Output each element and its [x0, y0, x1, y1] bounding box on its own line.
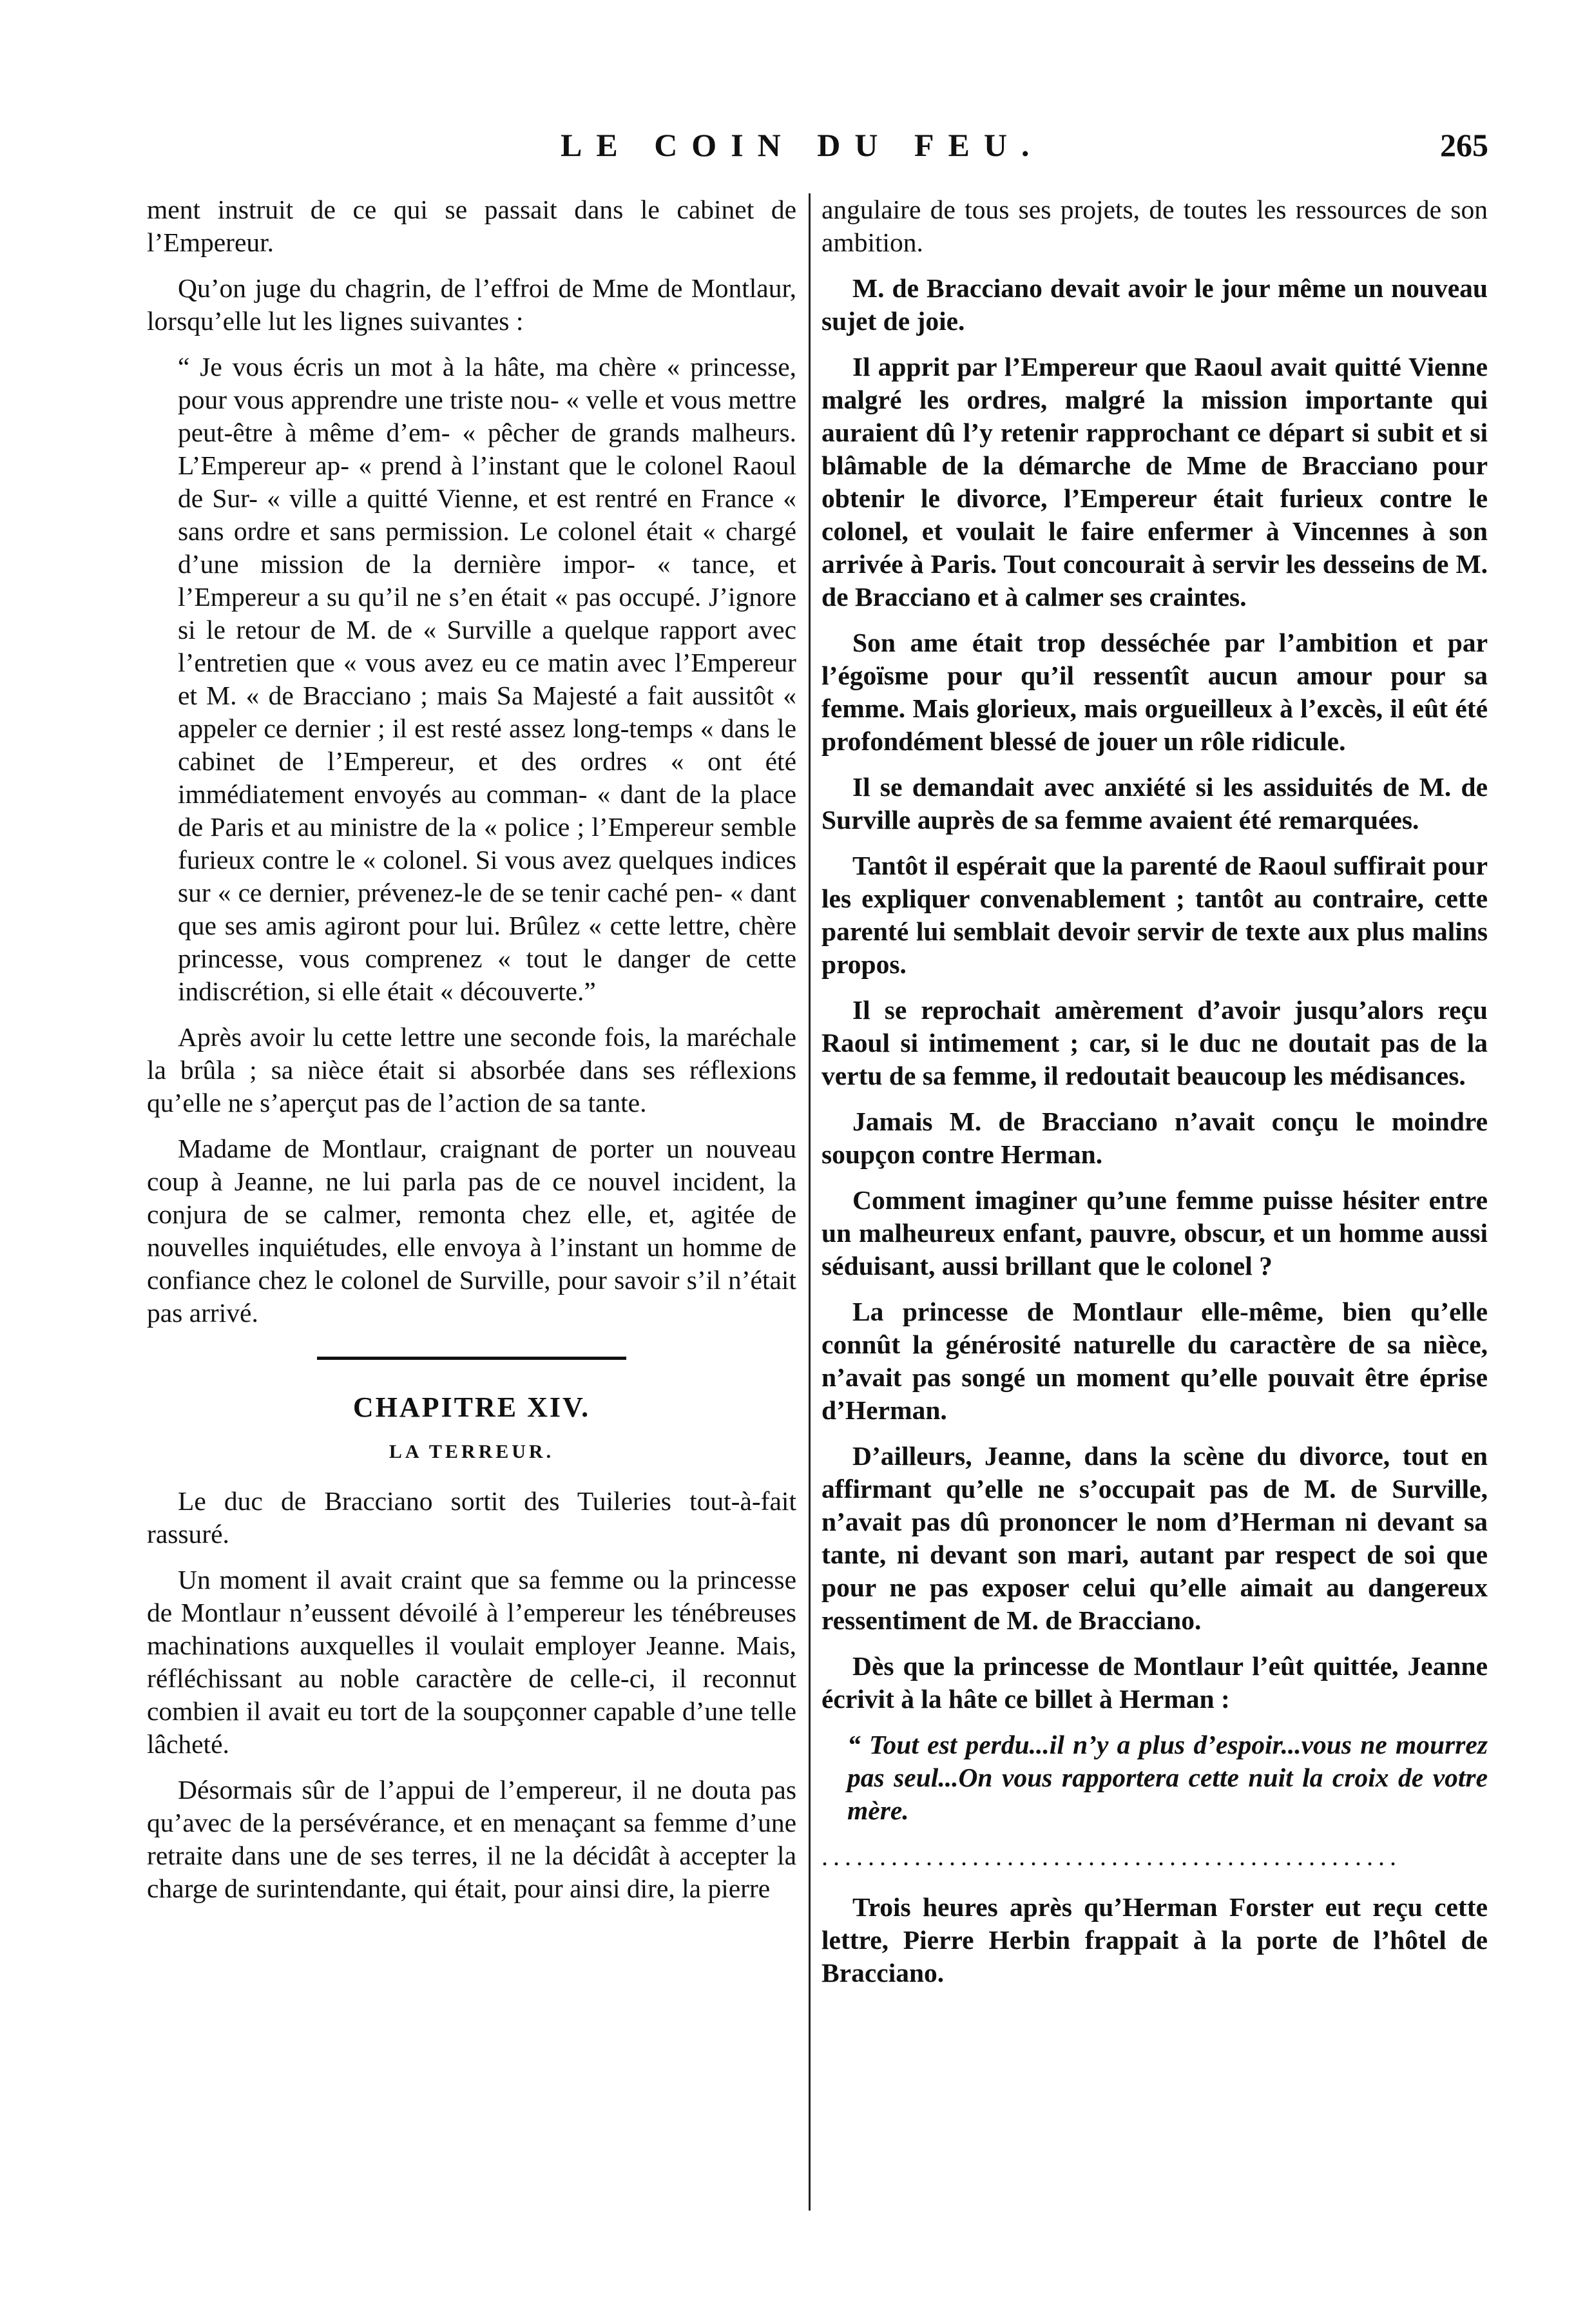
paragraph: Jamais M. de Bracciano n’avait conçu le moindre soupçon contre Herman.: [821, 1107, 1488, 1169]
paragraph: D’ailleurs, Jeanne, dans la scène du divorce, tout en affirmant qu’elle ne s’occupait pas de M. de Surville, n’avait pas dû prononcer le nom d’Herman ni devant sa tante, ni devant son mari, autant par respect de soi que pour ne pas exposer celui qu’elle aimait au dangereux ressentiment de M. de Bracciano.: [821, 1441, 1488, 1635]
paragraph: Il apprit par l’Empereur que Raoul avait quitté Vienne malgré les ordres, malgré la mission importante qui auraient dû l’y retenir rapprochant ce départ si subit et si blâmable de la démarche de Mme de Bracciano pour obtenir le divorce, l’Empereur était furieux contre le colonel, et voulait le faire enfermer à Vincennes à son arrivée à Paris. Tout concourait à servir les desseins de M. de Bracciano et à calmer ses craintes.: [821, 352, 1488, 612]
paragraph: Il se demandait avec anxiété si les assiduités de M. de Surville auprès de sa femme avaient été remarquées.: [821, 772, 1488, 835]
chapter-title: CHAPITRE XIV.: [352, 1391, 591, 1423]
paragraph: Tantôt il espérait que la parenté de Raoul suffirait pour les expliquer convenablement ; tantôt au contraire, cette parenté lui semblait devoir servir de texte aux plus malins propos.: [821, 851, 1488, 979]
page-header: [0, 126, 1585, 178]
right-column: [821, 193, 1488, 2002]
paragraph: Trois heures après qu’Herman Forster eut reçu cette lettre, Pierre Herbin frappait à la porte de l’hôtel de Bracciano.: [821, 1892, 1488, 1988]
chapter-subtitle: LA TERREUR.: [389, 1441, 555, 1462]
quoted-letter: “ Je vous écris un mot à la hâte, ma chère « princesse, pour vous apprendre une triste nou- « velle et vous mettre peut-être à même d’em- « pêcher de grands malheurs. L’Empereur ap- « prend à l’instant que le colonel Raoul de Sur- « ville a quitté Vienne, et est rentré en France « sans ordre et sans permission. Le colonel était « chargé d’une mission de la dernière impor- « tance, et l’Empereur a su qu’il ne s’en était « pas occupé. J’ignore si le retour de M. de « Surville a quelque rapport avec l’entretien que « vous avez eu ce matin avec l’Empereur et M. « de Bracciano ; mais Sa Majesté a fait aussitôt « appeler ce dernier ; il est resté assez long-temps « dans le cabinet de l’Empereur, et des ordres « ont été immédiatement envoyés au comman- « dant de la place de Paris et au ministre de la « police ; l’Empereur semble furieux contre le « colonel. Si vous avez quelques indices sur « ce dernier, prévenez-le de se tenir caché pen- « dant que ses amis agiront pour lui. Brûlez « cette lettre, chère princesse, vous comprenez « tout le danger de cette indiscrétion, si elle était « découverte.”: [178, 352, 796, 1006]
paragraph: Il se reprochait amèrement d’avoir jusqu’alors reçu Raoul si intimement ; car, si le duc ne doutait pas de la vertu de sa femme, il redoutait beaucoup les médisances.: [821, 995, 1488, 1090]
paragraph: M. de Bracciano devait avoir le jour même un nouveau sujet de joie.: [821, 273, 1488, 336]
section-rule: [317, 1357, 626, 1360]
paragraph: Comment imaginer qu’une femme puisse hésiter entre un malheureux enfant, pauvre, obscur, et un homme aussi séduisant, aussi brillant que le colonel ?: [821, 1185, 1488, 1281]
paragraph: Le duc de Bracciano sortit des Tuileries tout-à-fait rassuré.: [147, 1486, 796, 1549]
paragraph: Désormais sûr de l’appui de l’empereur, il ne douta pas qu’avec de la persévérance, et en menaçant sa femme d’une retraite dans une de ses terres, il ne la décidât à accepter la charge de surintendante, qui était, pour ainsi dire, la pierre: [147, 1775, 796, 1903]
quoted-note: “ Tout est perdu...il n’y a plus d’espoir...vous ne mourrez pas seul...On vous rapportera cette nuit la croix de votre mère.: [847, 1730, 1488, 1825]
column-divider: [809, 193, 811, 2211]
paragraph: Son ame était trop desséchée par l’ambition et par l’égoïsme pour qu’il ressentît aucun amour pour sa femme. Mais glorieux, mais orgueilleux à l’excès, il eût été profondément blessé de jouer un rôle ridicule.: [821, 628, 1488, 756]
paragraph: Après avoir lu cette lettre une seconde fois, la maréchale la brûla ; sa nièce était si absorbée dans ses réflexions qu’elle ne s’aperçut pas de l’action de sa tante.: [147, 1022, 796, 1118]
paragraph: ment instruit de ce qui se passait dans le cabinet de l’Empereur.: [147, 195, 796, 257]
paragraph: Un moment il avait craint que sa femme ou la princesse de Montlaur n’eussent dévoilé à l’empereur les ténébreuses machinations auxquelles il voulait employer Jeanne. Mais, réfléchissant au noble caractère de celle-ci, il reconnut combien il avait eu tort de la soupçonner capable d’une telle lâcheté.: [147, 1565, 796, 1759]
paragraph: Madame de Montlaur, craignant de porter un nouveau coup à Jeanne, ne lui parla pas de ce nouvel incident, la conjura de se calmer, remonta chez elle, et, agitée de nouvelles inquiétudes, elle envoya à l’instant un homme de confiance chez le colonel de Surville, pour savoir s’il n’était pas arrivé.: [147, 1134, 796, 1328]
paragraph: Qu’on juge du chagrin, de l’effroi de Mme de Montlaur, lorsqu’elle lut les lignes suivantes :: [147, 273, 796, 336]
dotted-separator: ..................................................: [821, 1842, 1401, 1871]
left-column: [147, 193, 796, 1918]
page-number: 265: [1440, 127, 1488, 163]
running-title: LE COIN DU FEU.: [561, 127, 1044, 163]
paragraph: La princesse de Montlaur elle-même, bien qu’elle connût la générosité naturelle du caractère de sa nièce, n’avait pas songé un moment qu’elle pouvait être éprise d’Herman.: [821, 1297, 1488, 1425]
paragraph: angulaire de tous ses projets, de toutes les ressources de son ambition.: [821, 195, 1488, 257]
paragraph: Dès que la princesse de Montlaur l’eût quittée, Jeanne écrivit à la hâte ce billet à Herman :: [821, 1651, 1488, 1714]
